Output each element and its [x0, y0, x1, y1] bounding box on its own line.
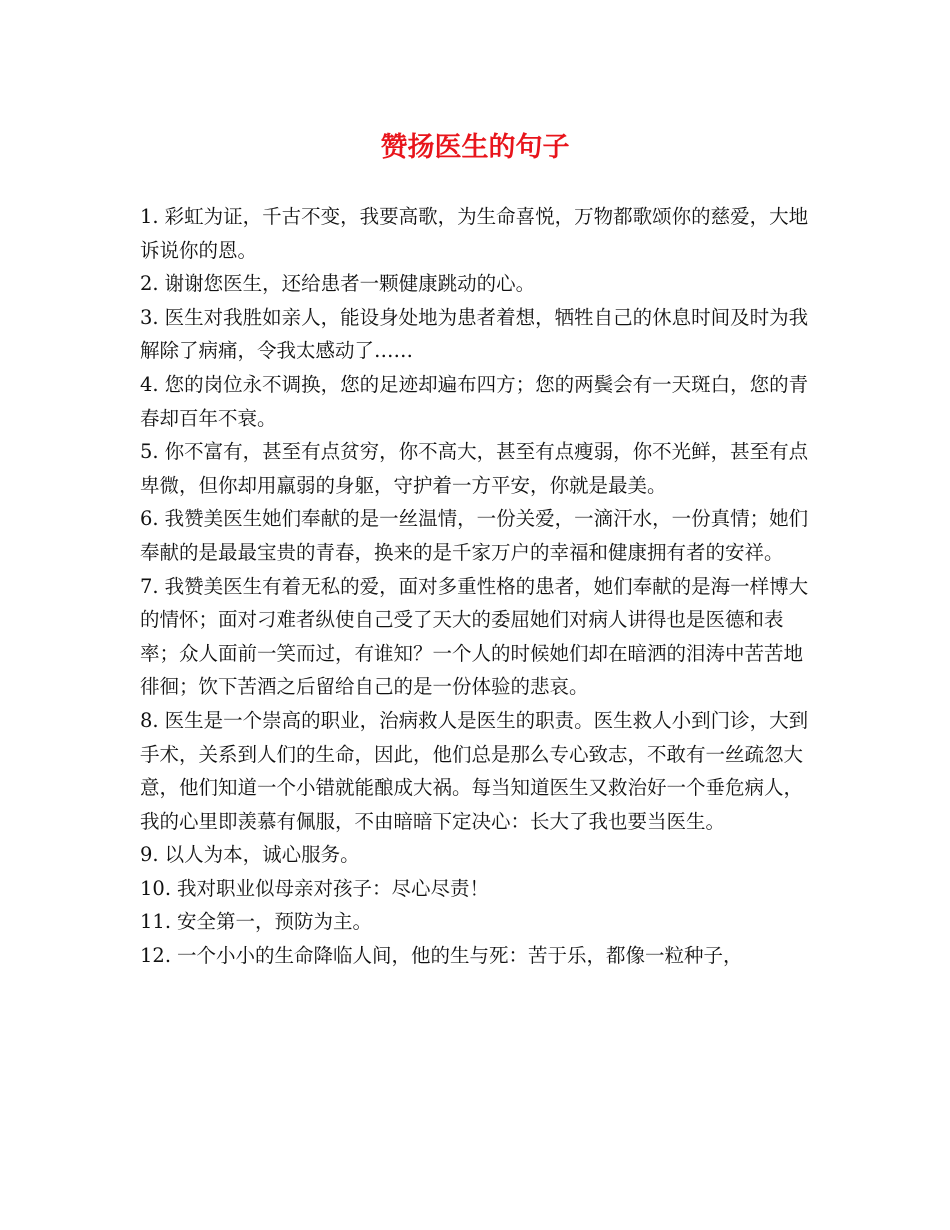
list-item	[140, 267, 820, 301]
item-text: 我赞美医生有着无私的爱，面对多重性格的患者，她们奉献的是海一样博大的情怀；面对刁难者纵使自己受了天大的委屈她们对病人讲得也是医德和表率；众人面前一笑而过，有谁知？一个人的时候她们却在暗洒的泪涛中苦苦地徘徊；饮下苦酒之后留给自己的是一份体验的悲哀。	[140, 574, 809, 699]
item-number: 2.	[140, 272, 159, 296]
item-number: 7.	[140, 574, 159, 598]
list-item	[140, 704, 820, 838]
item-number: 5.	[140, 440, 159, 464]
item-number: 1.	[140, 205, 159, 228]
item-number: 12.	[140, 944, 172, 968]
item-number: 6.	[140, 507, 159, 531]
item-number: 8.	[140, 708, 159, 732]
list-item	[140, 301, 820, 368]
item-text: 医生是一个崇高的职业，治病救人是医生的职责。医生救人小到门诊，大到手术，关系到人们的生命，因此，他们总是那么专心致志，不敢有一丝疏忽大意，他们知道一个小错就能酿成大祸。每当知道医生又救治好一个垂危病人，我的心里即羡慕有佩服，不由暗暗下定决心：长大了我也要当医生。	[140, 708, 809, 833]
list-item	[140, 905, 820, 939]
item-number: 9.	[140, 843, 159, 867]
list-item	[140, 200, 820, 267]
document-title: 赞扬医生的句子	[380, 132, 570, 163]
list-item	[140, 435, 820, 502]
list-item	[140, 872, 820, 906]
item-text: 您的岗位永不调换，您的足迹却遍布四方；您的两鬓会有一天斑白，您的青春却百年不衰。	[140, 372, 809, 430]
item-number: 10.	[140, 876, 172, 900]
item-number: 3.	[140, 305, 159, 329]
item-text: 安全第一，预防为主。	[177, 910, 373, 934]
item-number: 11.	[140, 910, 172, 934]
list-item	[140, 502, 820, 569]
list-item	[140, 838, 820, 872]
list-item	[140, 939, 820, 973]
item-text: 一个小小的生命降临人间，他的生与死：苦于乐，都像一粒种子，	[177, 944, 743, 968]
item-text: 医生对我胜如亲人，能设身处地为患者着想，牺牲自己的休息时间及时为我解除了病痛，令我太感动了……	[140, 305, 809, 363]
sentence-list	[140, 200, 820, 973]
item-number: 4.	[140, 372, 159, 396]
item-text: 我赞美医生她们奉献的是一丝温情，一份关爱，一滴汗水，一份真情；她们奉献的是最最宝贵的青春，换来的是千家万户的幸福和健康拥有者的安祥。	[140, 507, 809, 564]
item-text: 我对职业似母亲对孩子：尽心尽责！	[177, 876, 490, 900]
item-text: 彩虹为证，千古不变，我要高歌，为生命喜悦，万物都歌颂你的慈爱，大地诉说你的恩。	[140, 205, 809, 262]
item-text: 以人为本，诚心服务。	[164, 843, 360, 867]
item-text: 谢谢您医生，还给患者一颗健康跳动的心。	[164, 272, 536, 296]
list-item	[140, 368, 820, 435]
item-text: 你不富有，甚至有点贫穷，你不高大，甚至有点瘦弱，你不光鲜，甚至有点卑微，但你却用羸弱的身躯，守护着一方平安，你就是最美。	[140, 440, 809, 497]
list-item	[140, 570, 820, 704]
